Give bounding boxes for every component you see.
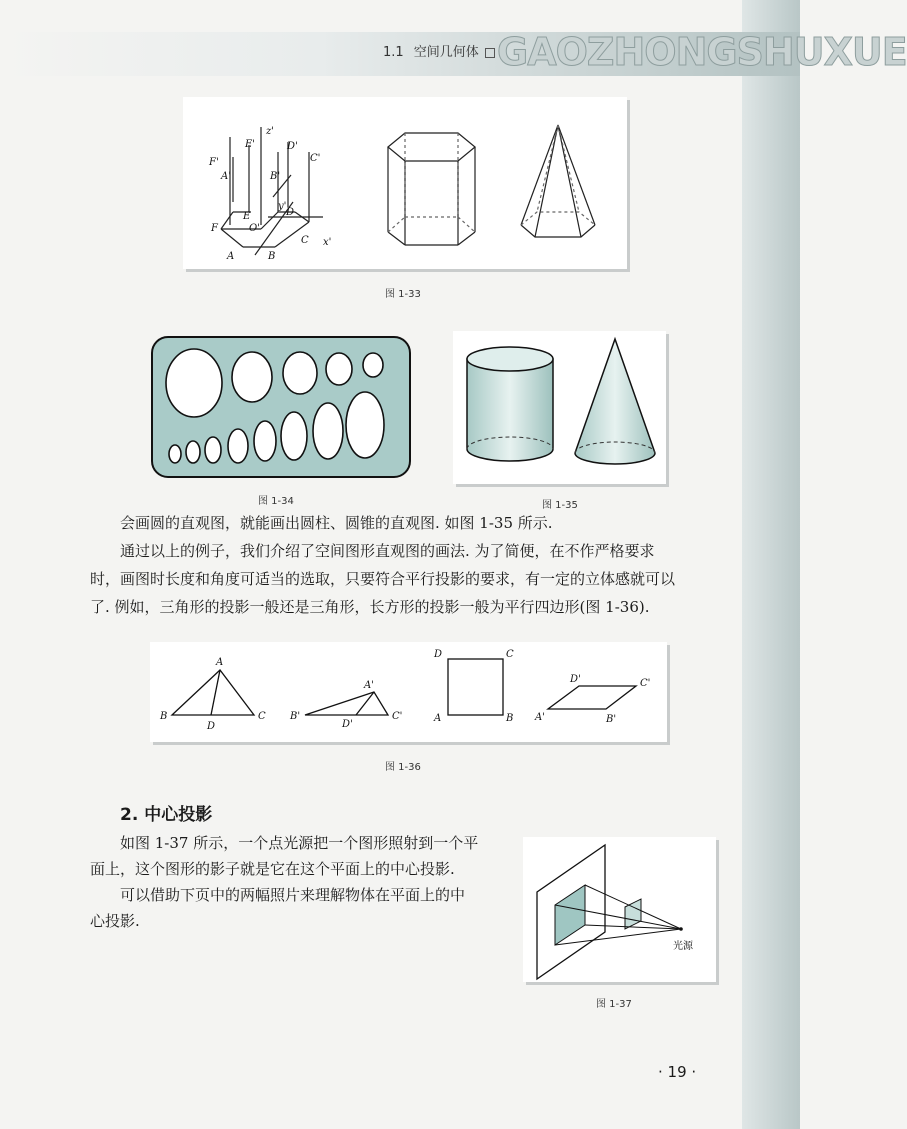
vertex-label: B' (606, 714, 617, 725)
body-line: 通过以上的例子，我们介绍了空间图形直观图的画法. 为了简便，在不作严格要求 (120, 542, 655, 560)
vertex-label: E (243, 211, 251, 222)
light-source-label: 光源 (673, 941, 693, 952)
figure-1-36-drawing (150, 642, 667, 742)
axis-label-z: z' (266, 126, 275, 137)
vertex-label: A' (535, 712, 545, 723)
vertex-label: A' (364, 680, 374, 691)
cone-drawing (575, 339, 655, 464)
projected-triangle-drawing (305, 692, 388, 715)
vertex-label: C' (392, 711, 403, 722)
body-line: 面上，这个图形的影子就是它在这个平面上的中心投影. (90, 860, 455, 878)
section-heading-title: 中心投影 (144, 805, 213, 825)
running-header-title (383, 41, 495, 60)
vertex-label: D' (570, 674, 581, 685)
vertex-label: B' (290, 711, 301, 722)
figure-1-33-caption: 图 1-33 (385, 289, 421, 300)
body-line: 可以借助下页中的两幅照片来理解物体在平面上的中 (120, 886, 466, 904)
vertex-label: E' (245, 139, 256, 150)
vertex-label: C (506, 649, 514, 660)
body-line: 如图 1-37 所示，一个点光源把一个图形照射到一个平 (120, 834, 479, 852)
cylinder-and-cone-drawing (453, 331, 666, 484)
body-line: 会画圆的直观图，就能画出圆柱、圆锥的直观图. 如图 1-35 所示. (120, 514, 553, 532)
body-line: 心投影. (90, 912, 140, 930)
section-heading-number: 2. (120, 805, 139, 825)
page-number: · 19 · (658, 1063, 697, 1081)
vertex-label: C (258, 711, 266, 722)
section-number: 1.1 (383, 45, 404, 60)
vertex-label: A (227, 251, 235, 262)
vertex-label: A (216, 657, 224, 668)
vertex-label: A' (221, 171, 231, 182)
vertex-label: D' (342, 719, 353, 730)
body-line: 了. 例如，三角形的投影一般还是三角形，长方形的投影一般为平行四边形(图 1-36). (90, 598, 650, 616)
triangle-drawing (172, 670, 254, 715)
origin-label: O' (249, 223, 260, 234)
square-drawing (448, 659, 503, 715)
vertex-label: A (434, 713, 442, 724)
vertex-label: F (211, 223, 218, 234)
parallelogram-drawing (548, 686, 636, 709)
figure-1-35 (453, 331, 666, 484)
cylinder-drawing (467, 347, 553, 461)
page-edge-stripe (742, 0, 800, 1129)
vertex-label: D (207, 721, 216, 732)
vertex-label: C (301, 235, 309, 246)
figure-1-35-caption: 图 1-35 (542, 500, 578, 511)
figure-1-36-caption: 图 1-36 (385, 762, 421, 773)
vertex-label: F' (209, 157, 219, 168)
ellipse-template-drawing (150, 335, 412, 480)
figure-1-36 (150, 642, 667, 742)
figure-1-33 (183, 97, 627, 269)
vertex-label: D (434, 649, 443, 660)
figure-1-34-caption: 图 1-34 (258, 496, 294, 507)
section-heading (120, 800, 212, 825)
section-title: 空间几何体 (413, 45, 479, 60)
hexagonal-prism-drawing (388, 133, 475, 245)
vertex-label: B (160, 711, 168, 722)
header-watermark: GAOZHONGSHUXUE (497, 30, 907, 74)
object-square (625, 899, 641, 929)
light-source-point (679, 927, 683, 931)
axis-label-x: x' (323, 237, 332, 248)
vertex-label: C' (310, 153, 321, 164)
axis-label-y: y' (278, 201, 287, 212)
body-line: 时，画图时长度和角度可适当的选取，只要符合平行投影的要求，有一定的立体感就可以 (90, 570, 676, 588)
figure-1-37-caption: 图 1-37 (596, 999, 632, 1010)
vertex-label: C' (640, 678, 651, 689)
figure-1-37 (523, 837, 716, 982)
hexagonal-pyramid-drawing (521, 125, 595, 237)
figure-1-34 (150, 335, 412, 480)
vertex-label: D (286, 207, 295, 218)
figure-1-33-drawing (183, 97, 627, 269)
vertex-label: B (268, 251, 276, 262)
square-icon (485, 48, 495, 58)
vertex-label: B' (270, 171, 281, 182)
vertex-label: B (506, 713, 514, 724)
vertex-label: D' (287, 141, 298, 152)
central-projection-drawing (523, 837, 716, 982)
